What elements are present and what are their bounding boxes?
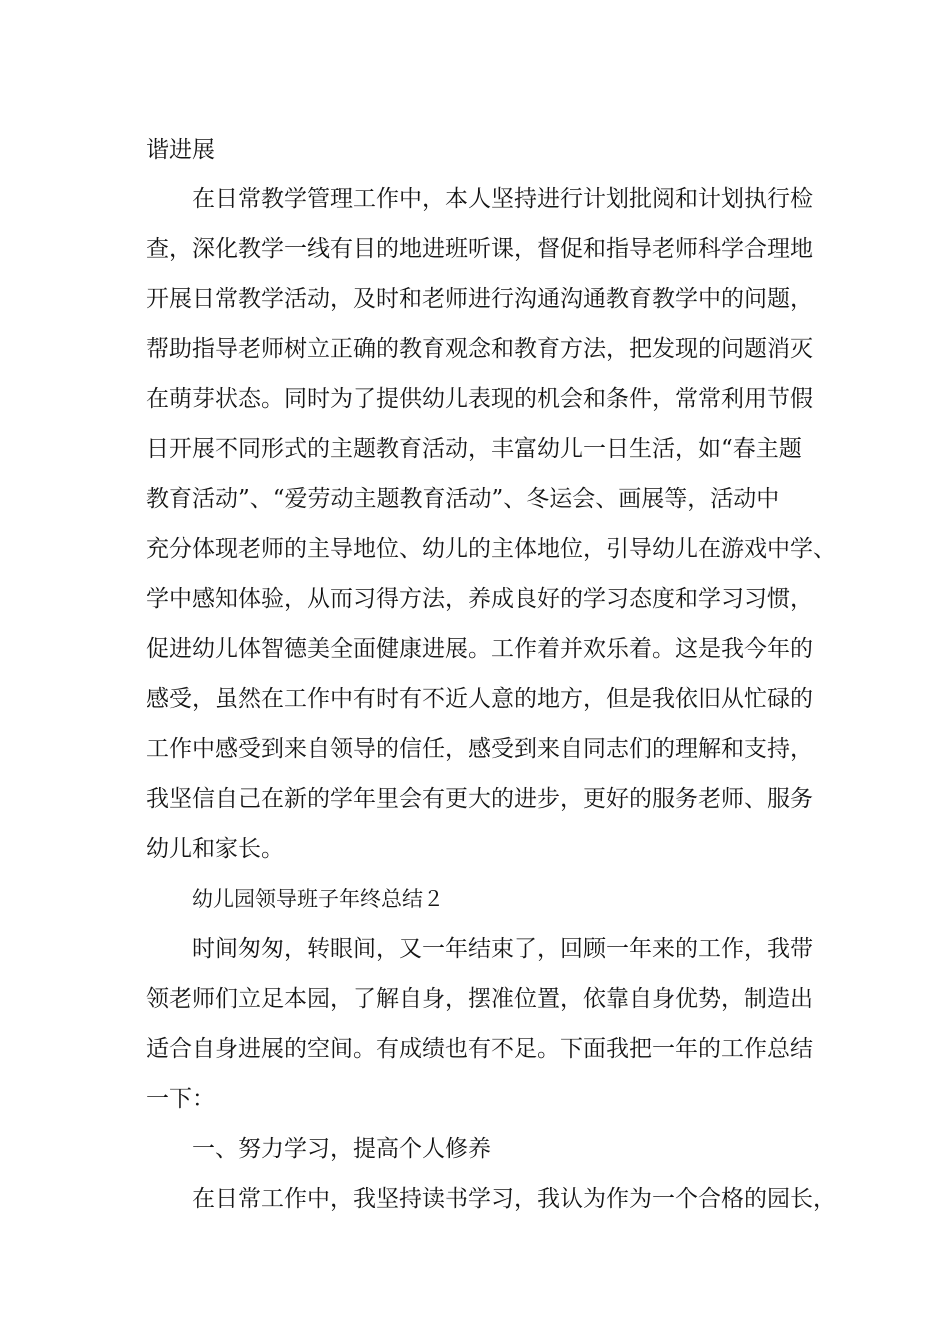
text-line: 适合自身进展的空间。有成绩也有不足。下面我把一年的工作总结 xyxy=(146,1036,813,1062)
text-line: 幼儿和家长。 xyxy=(146,836,284,862)
text-line: 谐进展 xyxy=(146,137,215,163)
text-line: 领老师们立足本园，了解自身，摆准位置，依靠自身优势，制造出 xyxy=(146,986,813,1012)
text-line: 日开展不同形式的主题教育活动，丰富幼儿一日生活，如“春主题 xyxy=(146,436,802,462)
text-line: 查，深化教学一线有目的地进班听课，督促和指导老师科学合理地 xyxy=(146,236,813,262)
text-line: 充分体现老师的主导地位、幼儿的主体地位，引导幼儿在游戏中学、 xyxy=(146,536,836,562)
text-line: 一下： xyxy=(146,1086,215,1112)
section-title: 幼儿园领导班子年终总结２ xyxy=(192,887,444,911)
text-line: 我坚信自己在新的学年里会有更大的进步，更好的服务老师、服务 xyxy=(146,786,813,812)
paragraph-start: 在日常工作中，我坚持读书学习，我认为作为一个合格的园长， xyxy=(192,1186,836,1212)
paragraph-start: 时间匆匆，转眼间，又一年结束了，回顾一年来的工作，我带 xyxy=(192,936,813,962)
text-line: 感受，虽然在工作中有时有不近人意的地方，但是我依旧从忙碌的 xyxy=(146,686,813,712)
subsection-heading: 一、努力学习，提高个人修养 xyxy=(192,1136,491,1162)
paragraph-start: 在日常教学管理工作中，本人坚持进行计划批阅和计划执行检 xyxy=(192,186,813,212)
text-line: 教育活动”、“爱劳动主题教育活动”、冬运会、画展等，活动中 xyxy=(146,486,780,512)
text-line: 帮助指导老师树立正确的教育观念和教育方法，把发现的问题消灭 xyxy=(146,336,813,362)
text-line: 学中感知体验，从而习得方法，养成良好的学习态度和学习习惯， xyxy=(146,586,813,612)
text-line: 在萌芽状态。同时为了提供幼儿表现的机会和条件，常常利用节假 xyxy=(146,386,813,412)
text-line: 开展日常教学活动，及时和老师进行沟通沟通教育教学中的问题， xyxy=(146,286,813,312)
text-line: 工作中感受到来自领导的信任，感受到来自同志们的理解和支持， xyxy=(146,736,813,762)
text-line: 促进幼儿体智德美全面健康进展。工作着并欢乐着。这是我今年的 xyxy=(146,636,813,662)
